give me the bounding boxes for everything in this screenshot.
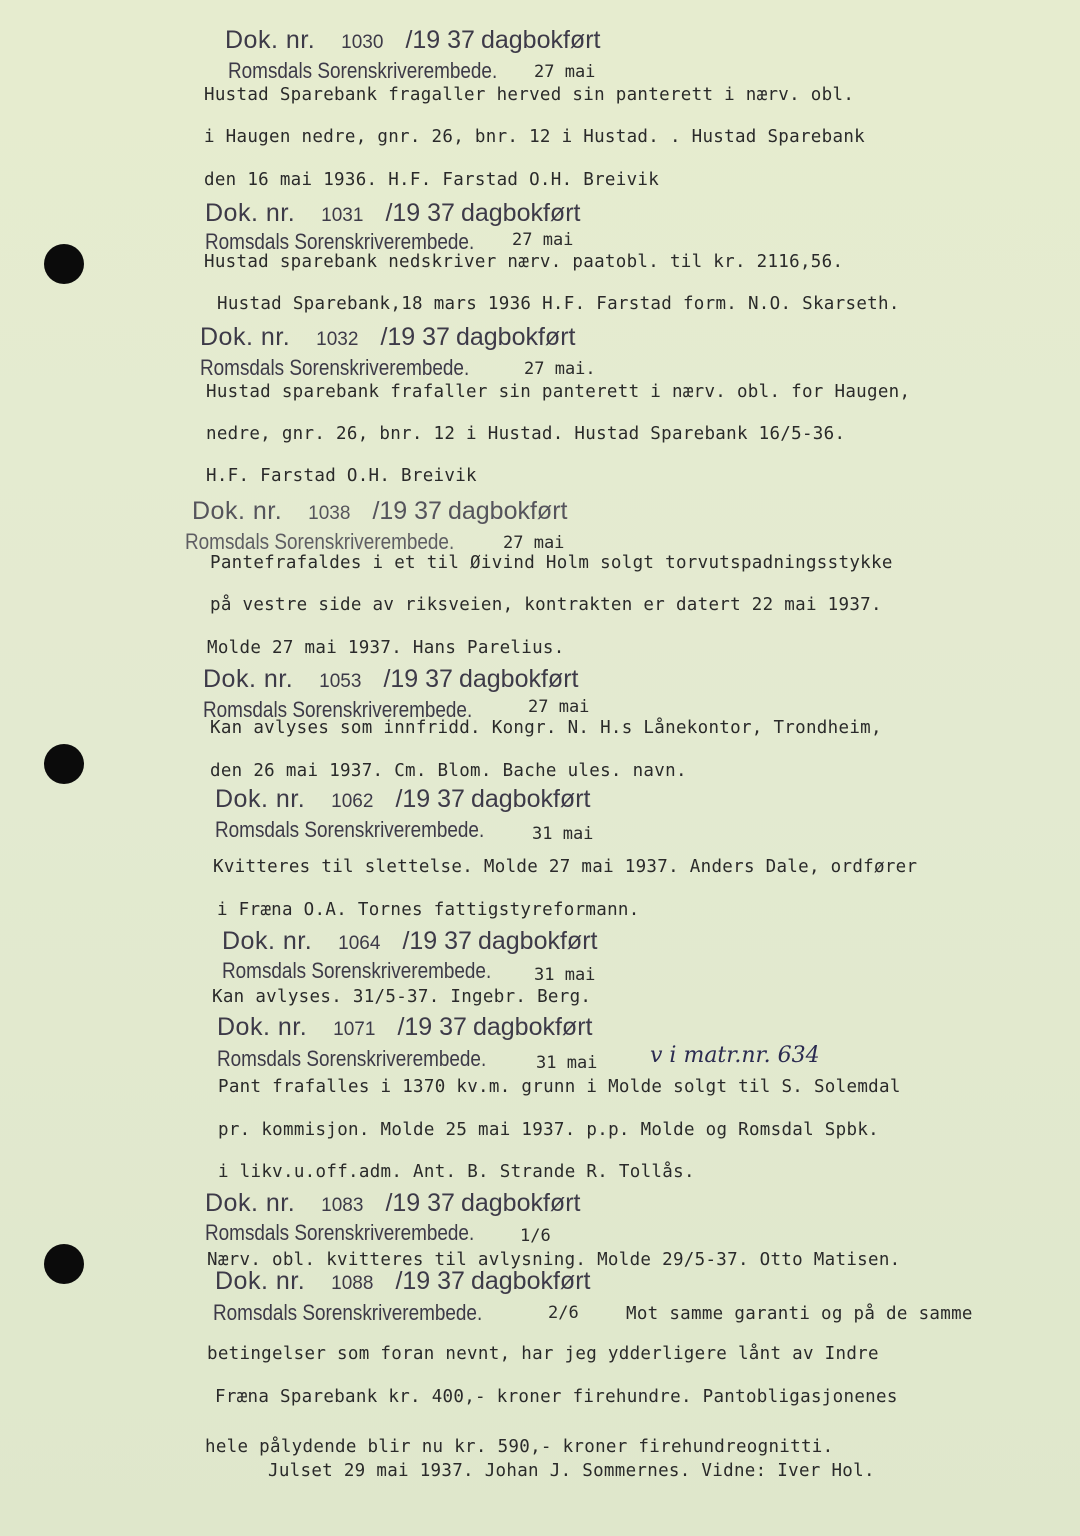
dok-label: Dok. nr. xyxy=(222,927,313,955)
office-name: Romsdals Sorenskriverembede. xyxy=(228,58,498,83)
entry-text-line: Pantefrafaldes i et til Øivind Holm solgt torvutspadningsstykke xyxy=(210,553,893,573)
dok-year: /19 37 xyxy=(385,199,455,227)
punch-hole xyxy=(44,244,84,284)
entry-text-line: Hustad Sparebank fragaller herved sin panterett i nærv. obl. xyxy=(204,85,855,105)
entry-text-line: betingelser som foran nevnt, har jeg ydderligere lånt av Indre xyxy=(207,1344,879,1364)
dok-stamp xyxy=(192,497,567,526)
dok-stamp xyxy=(217,1013,592,1042)
office-name: Romsdals Sorenskriverembede. xyxy=(203,697,473,722)
office-name: Romsdals Sorenskriverembede. xyxy=(222,958,492,983)
entry-date: 31 mai xyxy=(534,965,596,985)
dok-year: /19 37 xyxy=(380,323,450,351)
entry-text-line: Fræna Sparebank kr. 400,- kroner firehundre. Pantobligasjonenes xyxy=(215,1387,898,1407)
entry-date: 27 mai xyxy=(534,62,596,82)
dok-status: dagbokført xyxy=(470,1267,591,1295)
entry-date: 27 mai xyxy=(503,533,565,553)
dok-number: 1030 xyxy=(341,32,384,53)
entry-text-line: Mot samme garanti og på de samme xyxy=(626,1304,973,1324)
dok-stamp xyxy=(215,785,590,814)
dok-status: dagbokført xyxy=(460,199,581,227)
entry-date: 2/6 xyxy=(548,1303,579,1323)
entry-date: 1/6 xyxy=(520,1226,551,1246)
dok-status: dagbokført xyxy=(477,927,598,955)
entry-date: 31 mai xyxy=(532,824,594,844)
dok-label: Dok. nr. xyxy=(225,26,316,54)
dok-number: 1031 xyxy=(321,205,364,226)
handwritten-note: v i matr.nr. 634 xyxy=(650,1043,820,1068)
dok-stamp xyxy=(222,927,597,956)
dok-label: Dok. nr. xyxy=(215,1267,306,1295)
dok-year: /19 37 xyxy=(402,927,472,955)
entry-text-line: Kan avlyses. 31/5-37. Ingebr. Berg. xyxy=(212,987,592,1007)
dok-status: dagbokført xyxy=(455,323,576,351)
office-name: Romsdals Sorenskriverembede. xyxy=(205,229,475,254)
entry-text-line: Julset 29 mai 1937. Johan J. Sommernes. Vidne: Iver Hol. xyxy=(268,1461,875,1481)
office-name: Romsdals Sorenskriverembede. xyxy=(217,1046,487,1071)
dok-stamp xyxy=(225,26,600,55)
dok-year: /19 37 xyxy=(372,497,442,525)
dok-number: 1064 xyxy=(338,933,381,954)
entry-text-line: H.F. Farstad O.H. Breivik xyxy=(206,466,477,486)
entry-date: 27 mai xyxy=(528,697,590,717)
dok-year: /19 37 xyxy=(383,665,453,693)
dok-year: /19 37 xyxy=(385,1189,455,1217)
entry-date: 27 mai. xyxy=(524,359,596,379)
dok-status: dagbokført xyxy=(458,665,579,693)
entry-text-line: i Haugen nedre, gnr. 26, bnr. 12 i Hustad. . Hustad Sparebank xyxy=(204,127,865,147)
dok-number: 1083 xyxy=(321,1195,364,1216)
dok-status: dagbokført xyxy=(447,497,568,525)
entry-text-line: Kvitteres til slettelse. Molde 27 mai 1937. Anders Dale, ordfører xyxy=(213,857,918,877)
entry-text-line: pr. kommisjon. Molde 25 mai 1937. p.p. Molde og Romsdal Spbk. xyxy=(218,1120,879,1140)
dok-stamp xyxy=(200,323,575,352)
entry-text-line: Hustad Sparebank,18 mars 1936 H.F. Farstad form. N.O. Skarseth. xyxy=(217,294,900,314)
entry-text-line: Kan avlyses som innfridd. Kongr. N. H.s Lånekontor, Trondheim, xyxy=(210,718,882,738)
office-name: Romsdals Sorenskriverembede. xyxy=(205,1220,475,1245)
dok-stamp xyxy=(205,199,580,228)
entry-date: 27 mai xyxy=(512,230,574,250)
dok-year: /19 37 xyxy=(405,26,475,54)
entry-text-line: den 16 mai 1936. H.F. Farstad O.H. Breivik xyxy=(204,170,660,190)
entry-text-line: nedre, gnr. 26, bnr. 12 i Hustad. Hustad Sparebank 16/5-36. xyxy=(206,424,846,444)
dok-stamp xyxy=(215,1267,590,1296)
dok-status: dagbokført xyxy=(472,1013,593,1041)
dok-label: Dok. nr. xyxy=(200,323,291,351)
entry-date: 31 mai xyxy=(536,1053,598,1073)
entry-text-line: hele pålydende blir nu kr. 590,- kroner firehundreognitti. xyxy=(205,1437,834,1457)
dok-number: 1088 xyxy=(331,1273,374,1294)
dok-year: /19 37 xyxy=(395,1267,465,1295)
entry-text-line: på vestre side av riksveien, kontrakten er datert 22 mai 1937. xyxy=(210,595,882,615)
entry-text-line: Hustad sparebank nedskriver nærv. paatobl. til kr. 2116,56. xyxy=(204,252,844,272)
entry-text-line: Pant frafalles i 1370 kv.m. grunn i Molde solgt til S. Solemdal xyxy=(218,1077,901,1097)
entry-text-line: Hustad sparebank frafaller sin panterett i nærv. obl. for Haugen, xyxy=(206,382,911,402)
dok-label: Dok. nr. xyxy=(205,1189,296,1217)
dok-stamp xyxy=(205,1189,580,1218)
entry-text-line: Nærv. obl. kvitteres til avlysning. Molde 29/5-37. Otto Matisen. xyxy=(207,1250,901,1270)
punch-hole xyxy=(44,744,84,784)
dok-number: 1062 xyxy=(331,791,374,812)
entry-text-line: i Fræna O.A. Tornes fattigstyreformann. xyxy=(217,900,640,920)
office-name: Romsdals Sorenskriverembede. xyxy=(200,355,470,380)
dok-label: Dok. nr. xyxy=(203,665,294,693)
dok-year: /19 37 xyxy=(395,785,465,813)
dok-status: dagbokført xyxy=(480,26,601,54)
dok-stamp xyxy=(203,665,578,694)
dok-number: 1038 xyxy=(308,503,351,524)
punch-hole xyxy=(44,1244,84,1284)
dok-number: 1053 xyxy=(319,671,362,692)
entry-text-line: den 26 mai 1937. Cm. Blom. Bache ules. navn. xyxy=(210,761,687,781)
dok-label: Dok. nr. xyxy=(205,199,296,227)
dok-status: dagbokført xyxy=(460,1189,581,1217)
dok-status: dagbokført xyxy=(470,785,591,813)
dok-label: Dok. nr. xyxy=(215,785,306,813)
entry-text-line: Molde 27 mai 1937. Hans Parelius. xyxy=(207,638,565,658)
office-name: Romsdals Sorenskriverembede. xyxy=(215,817,485,842)
dok-label: Dok. nr. xyxy=(192,497,283,525)
office-name: Romsdals Sorenskriverembede. xyxy=(213,1300,483,1325)
dok-number: 1071 xyxy=(333,1019,376,1040)
entry-text-line: i likv.u.off.adm. Ant. B. Strande R. Tollås. xyxy=(218,1162,695,1182)
dok-label: Dok. nr. xyxy=(217,1013,308,1041)
office-name: Romsdals Sorenskriverembede. xyxy=(185,529,455,554)
dok-year: /19 37 xyxy=(397,1013,467,1041)
dok-number: 1032 xyxy=(316,329,359,350)
